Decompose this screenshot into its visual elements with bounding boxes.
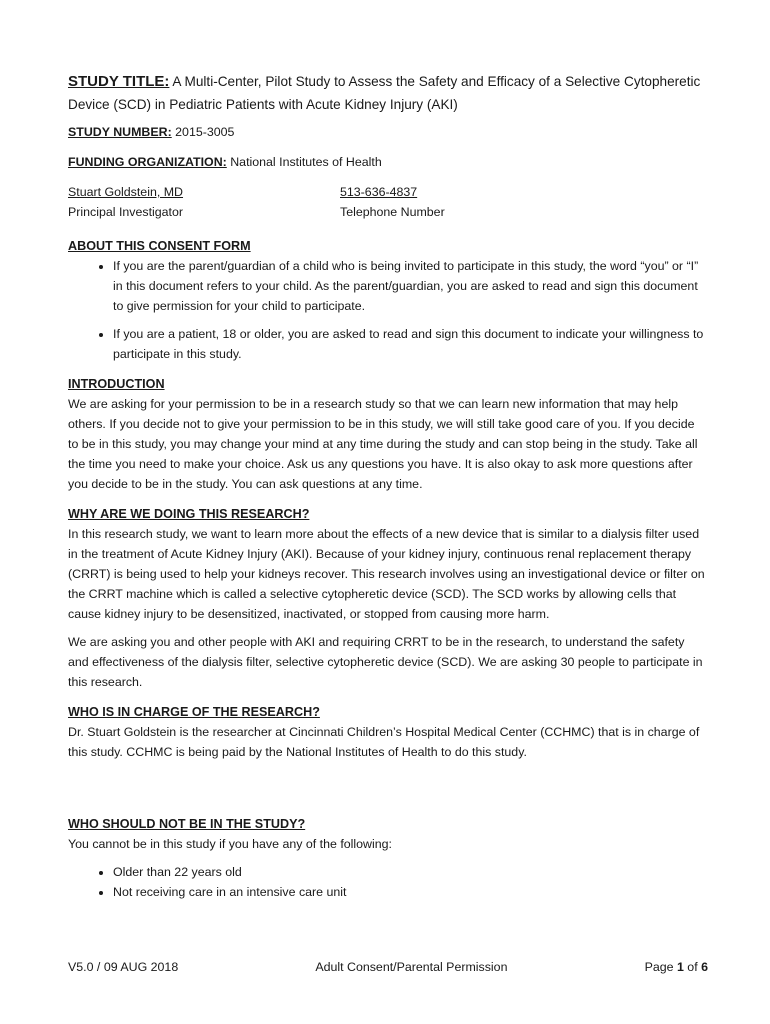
section-introduction [68,374,708,494]
list-item: • If you are a patient, 18 or older, you are asked to read and sign this document to indicate your willingness to participate in this study. [113,324,708,364]
section-in-charge [68,702,708,762]
study-number-label: STUDY NUMBER: [68,125,172,139]
study-number [68,122,708,142]
section-exclusion [68,814,708,902]
list-item: • Not receiving care in an intensive care unit [113,882,708,902]
exclude-intro: You cannot be in this study if you have any of the following: [68,837,392,851]
list-item: • Older than 22 years old [113,862,708,882]
footer-page-number: Page 1 of 6 [644,960,708,974]
why-heading: WHY ARE WE DOING THIS RESEARCH? [68,507,310,521]
study-title-text: A Multi-Center, Pilot Study to Assess the Safety and Efficacy of a Selective Cytopheretic Device (SCD) in Pediatric Patients with Acute Kidney Injury (AKI) [68,74,701,112]
funding-value: National Institutes of Health [226,155,382,169]
funding-organization [68,152,708,172]
section-about-consent [68,236,708,364]
about-heading: ABOUT THIS CONSENT FORM [68,239,251,253]
why-paragraph-2: We are asking you and other people with AKI and requiring CRRT to be in the research, to understand the safety and effectiveness of the dialysis filter, selective cytopheretic device (SCD). We are asking 30 people to participate in this research. [68,635,703,689]
footer-version: V5.0 / 09 AUG 2018 [68,960,179,974]
why-paragraph-1: In this research study, we want to learn more about the effects of a new device that is similar to a dialysis filter used in the treatment of Acute Kidney Injury (AKI). Because of your kidney injury, continuous renal replacement therapy (CRRT) is being used to help your kidneys recover. This research involves using an investigational device or filter on the CRRT machine which is called a selective cytopheretic device (SCD). The SCD works by allowing cells that cause kidney injury to be desensitized, inactivated, or stopped from causing more harm. [68,527,705,621]
intro-paragraph: We are asking for your permission to be in a research study so that we can learn new information that may help others. If you decide not to give your permission to be in this study, we will still take good care of you. If you decide to be in this study, you may change your mind at any time during the study and can stop being in the study. Take all the time you need to make your choice. Ask us any questions you have. It is also okay to ask more questions after you decide to be in the study. You can ask questions at any time. [68,397,698,491]
exclude-bullet-list [68,862,708,902]
investigator-contact [68,182,708,222]
exclude-heading: WHO SHOULD NOT BE IN THE STUDY? [68,817,306,831]
study-title-label: STUDY TITLE: [68,73,170,90]
list-item: • If you are the parent/guardian of a child who is being invited to participate in this study, the word “you” or “I” in this document refers to your child. As the parent/guardian, you are asked to read and sign this document to give permission for your child to participate. [113,256,708,316]
study-number-value: 2015-3005 [171,125,235,139]
investigator-phone: 513-636-4837 [340,185,418,199]
funding-label: FUNDING ORGANIZATION: [68,155,227,169]
investigator-role: Principal Investigator [68,205,184,219]
page-footer [68,960,708,974]
footer-doc-type: Adult Consent/Parental Permission [315,960,508,974]
phone-label: Telephone Number [340,205,445,219]
section-why-research [68,504,708,692]
charge-heading: WHO IS IN CHARGE OF THE RESEARCH? [68,705,320,719]
document-body [68,70,708,912]
about-bullet-list [68,256,708,364]
charge-paragraph: Dr. Stuart Goldstein is the researcher at Cincinnati Children’s Hospital Medical Center (CCHMC) that is in charge of this study. CCHMC is being paid by the National Institutes of Health to do this study. [68,725,700,759]
study-title [68,70,708,116]
investigator-name: Stuart Goldstein, MD [68,185,184,199]
intro-heading: INTRODUCTION [68,377,165,391]
